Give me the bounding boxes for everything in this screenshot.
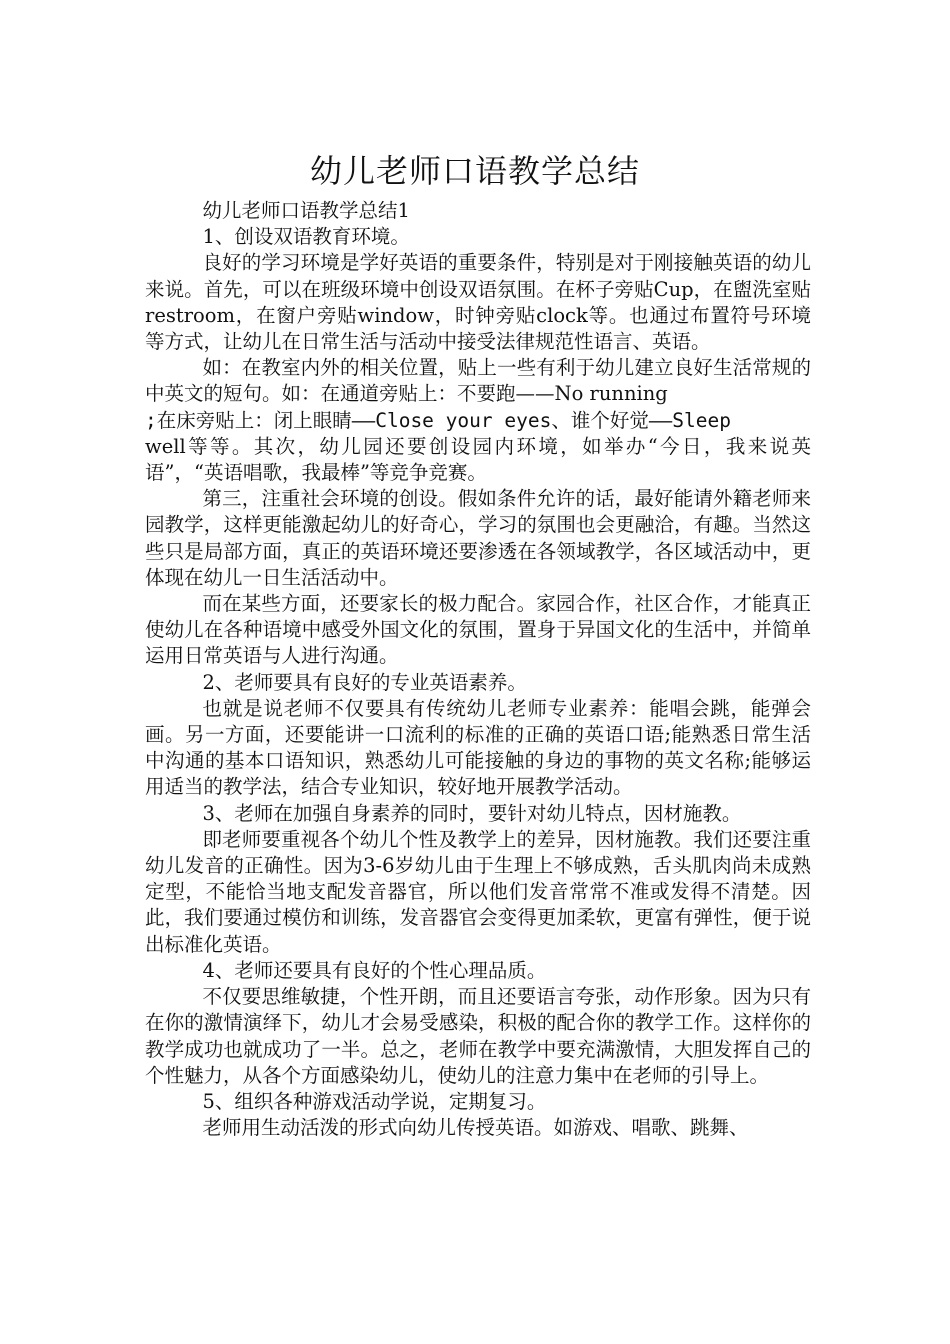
paragraph-continuation: ;在床旁贴上：闭上眼睛——Close your eyes、谁个好觉——Sleep — [145, 408, 731, 432]
paragraph: 如：在教室内外的相关位置，贴上一些有利于幼儿建立良好生活常规的中英文的短句。如：在通道旁贴上：不要跑——No running — [145, 356, 811, 406]
document-body — [145, 198, 811, 1141]
point-heading-2: 2、老师要具有良好的专业英语素养。 — [202, 670, 527, 694]
paragraph-continuation: well等等。其次，幼儿园还要创设园内环境，如举办“今日，我来说英语”，“英语唱歌，我最棒”等竞争竞赛。 — [145, 434, 811, 485]
section-heading: 幼儿老师口语教学总结1 — [202, 199, 410, 222]
document-title: 幼儿老师口语教学总结 — [309, 152, 640, 191]
point-heading-3: 3、老师在加强自身素养的同时，要针对幼儿特点，因材施教。 — [202, 801, 742, 825]
paragraph: 不仅要思维敏捷，个性开朗，而且还要语言夸张，动作形象。因为只有在你的激情演绎下，幼儿才会易受感染，积极的配合你的教学工作。这样你的教学成功也就成功了一半。总之，老师在教学中要充满激情，大胆发挥自己的个性魅力，从各个方面感染幼儿，使幼儿的注意力集中在老师的引导上。 — [145, 985, 811, 1087]
point-heading-1: 1、创设双语教育环境。 — [202, 225, 410, 249]
paragraph: 老师用生动活泼的形式向幼儿传授英语。如游戏、唱歌、跳舞、 — [202, 1116, 749, 1140]
paragraph: 而在某些方面，还要家长的极力配合。家园合作，社区合作，才能真正使幼儿在各种语境中感受外国文化的氛围，置身于异国文化的生活中，并简单运用日常英语与人进行沟通。 — [145, 592, 811, 668]
paragraph: 即老师要重视各个幼儿个性及教学上的差异，因材施教。我们还要注重幼儿发音的正确性。因为3-6岁幼儿由于生理上不够成熟，舌头肌肉尚未成熟定型，不能恰当地支配发音器官，所以他们发音常常不准或发得不清楚。因此，我们要通过模仿和训练，发音器官会变得更加柔软，更富有弹性，便于说出标准化英语。 — [145, 827, 811, 956]
paragraph: 第三，注重社会环境的创设。假如条件允许的话，最好能请外籍老师来园教学，这样更能激起幼儿的好奇心，学习的氛围也会更融洽，有趣。当然这些只是局部方面，真正的英语环境还要渗透在各领域教学，各区域活动中，更体现在幼儿一日生活活动中。 — [145, 487, 811, 589]
paragraph: 良好的学习环境是学好英语的重要条件，特别是对于刚接触英语的幼儿来说。首先，可以在班级环境中创设双语氛围。在杯子旁贴Cup，在盥洗室贴restroom，在窗户旁贴window，时钟旁贴clock等。也通过布置符号环境等方式，让幼儿在日常生活与活动中接受法律规范性语言、英语。 — [145, 251, 811, 354]
point-heading-5: 5、组织各种游戏活动学说，定期复习。 — [202, 1089, 547, 1113]
paragraph: 也就是说老师不仅要具有传统幼儿老师专业素养：能唱会跳，能弹会画。另一方面，还要能讲一口流利的标准的正确的英语口语;能熟悉日常生活中沟通的基本口语知识，熟悉幼儿可能接触的身边的事物的英文名称;能够运用适当的教学法，结合专业知识，较好地开展教学活动。 — [145, 696, 811, 799]
point-heading-4: 4、老师还要具有良好的个性心理品质。 — [202, 958, 547, 982]
